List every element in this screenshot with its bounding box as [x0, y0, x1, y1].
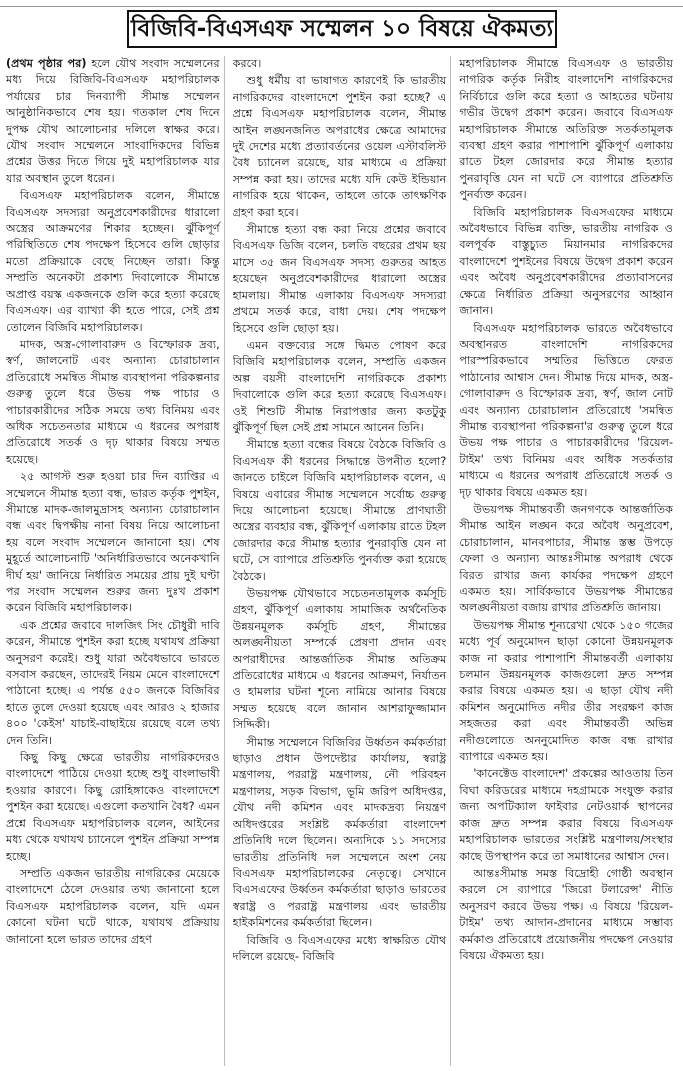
top-rule — [0, 0, 683, 7]
paragraph: সীমান্তে হত্যা বন্ধের বিষয়ে বৈঠকে বিজিবি ও বিএসএফ কী ধরনের সিদ্ধান্তে উপনীত হলো? জানতে চাইলে বিজিবি মহাপরিচালক বলেন, এ বিষয়ে এবারের সীমান্ত সম্মেলনে সর্বোচ্চ গুরুত্ব দিয়ে আলোচনা হয়েছে। সীমান্তে প্রাণঘাতী অস্ত্রের ব্যবহার বন্ধ, ঝুঁকিপূর্ণ এলাকায় রাতে টহল জোরদার করে সীমান্ত হত্যার পুনরাবৃত্তি যেন না ঘটে, সে ব্যাপারে প্রতিশ্রুতি পুনর্ব্যক্ত করা হয়েছে বৈঠকে। — [232, 438, 447, 583]
paragraph: কিছু কিছু ক্ষেত্রে ভারতীয় নাগরিকদেরও বাংলাদেশে পাঠিয়ে দেওয়া হচ্ছে শুধু বাংলাভাষী হওয়ার কারণে। কিছু রোহিঙ্গাকেও বাংলাদেশে পুশইন করা হয়েছে। এগুলো কতখানি বৈধ? এমন প্রশ্নে বিএসএফ মহাপরিচালক বলেন, আইনের মধ্য থেকে যথাযথ চ্যানেলে পুশইন প্রক্রিয়া সম্পন্ন হচ্ছে। — [6, 751, 220, 863]
paragraph: উভয়পক্ষ সীমান্তবর্তী জনগণকে আন্তর্জাতিক সীমান্ত আইন লঙ্ঘন করে অবৈধ অনুপ্রবেশ, চোরাচালান, মানবপাচার, সীমান্ত স্তম্ভ উপড়ে ফেলা ও অন্যান্য আন্তঃসীমান্ত অপরাধ থেকে বিরত রাখার জন্য কার্যকর পদক্ষেপ গ্রহণে একমত হয়। সার্বিকভাবে উভয়পক্ষ সীমান্তের অলঙ্ঘনীয়তা বজায় রাখার প্রতিশ্রুতি জানায়। — [459, 502, 674, 615]
article-headline: বিজিবি-বিএসএফ সম্মেলন ১০ বিষয়ে ঐকমত্য — [130, 15, 554, 42]
paragraph: উভয়পক্ষ যৌথভাবে সচেতনতামূলক কর্মসূচি গ্রহণ, ঝুঁকিপূর্ণ এলাকায় সামাজিক অর্থনৈতিক উন্নয়নমূলক কর্মসূচি গ্রহণ, সীমান্তের অলঙ্ঘনীয়তা সম্পর্কে প্রেষণা প্রদান এবং অপরাধীদের আন্তর্জাতিক সীমান্ত অতিক্রম প্রতিরোধের মাধ্যমে এ ধরনের আক্রমণ, নির্যাতন ও হামলার ঘটনা শূন্যে নামিয়ে আনার বিষয়ে সম্মত হয়েছে বলে জানান আশরাফুজ্জামান সিদ্দিকী। — [232, 587, 447, 732]
paragraph: বিএসএফ মহাপরিচালক বলেন, সীমান্তে বিএসএফ সদস্যরা অনুপ্রবেশকারীদের ধারালো অস্ত্রের আক্রমণের শিকার হচ্ছেন। ঝুঁকিপূর্ণ পরিস্থিতিতে শেষ পদক্ষেপ হিসেবে গুলি ছোড়ার মতো প্রক্রিয়াকে বেছে নিচ্ছেন তারা। কিন্তু সম্প্রতি অনেকটা প্রকাশ্য দিবালোকে সীমান্তে অপ্রাপ্ত বয়স্ক একজনকে গুলি করে হত্যা করেছে বিএসএফ। এর ব্যাখ্যা কী হতে পারে, সেই প্রশ্ন তোলেন বিজিবি মহাপরিচালক। — [6, 189, 220, 334]
paragraph: এক প্রশ্নের জবাবে দালজিৎ সিং চৌধুরী দাবি করেন, সীমান্তে পুশইন করা হচ্ছে যথাযথ প্রক্রিয়া অনুসরণ করেই। শুধু যারা অবৈধভাবে ভারতে বসবাস করছেন, তাদেরই নিয়ম মেনে বাংলাদেশে পাঠানো হচ্ছে। এ পর্যন্ত ৫৫০ জনকে বিজিবির হাতে তুলে দেওয়া হয়েছে এবং আরও ২ হাজার ৪০০ 'কেইস' যাচাই-বাছাইয়ে রয়েছে বলে তথ্য দেন তিনি। — [6, 618, 220, 747]
continuation-lead: (প্রথম পৃষ্ঠার পর) — [6, 57, 87, 70]
paragraph: মাদক, অস্ত্র-গোলাবারুদ ও বিস্ফোরক দ্রব্য, স্বর্ণ, জালনোট এবং অন্যান্য চোরাচালান প্রতিরোধে সমন্বিত সীমান্ত ব্যবস্থাপনা পরিকল্পনার গুরুত্ব তুলে ধরে উভয় পক্ষ পাচার ও পাচারকারীদের সঠিক সময়ে তথ্য বিনিময় এবং অধিক সচেতনতার মাধ্যমে এ ধরনের অপরাধ প্রতিরোধে সতর্ক ও দৃঢ় থাকার বিষয়ে সম্মত হয়েছে। — [6, 337, 220, 466]
paragraph: 'কানেক্টেড বাংলাদেশ' প্রকল্পের আওতায় তিন বিঘা করিডরের মাধ্যমে দহগ্রামকে সংযুক্ত করার জন্য অপটিক্যাল ফাইবার নেটওয়ার্ক স্থাপনের কাজ দ্রুত সম্পন্ন করার বিষয়ে বিএসএফ মহাপরিচালক ভারতের সংশ্লিষ্ট মন্ত্রণালয়/সংস্থার কাছে উপস্থাপন করে তা সমাধানের আশ্বাস দেন। — [459, 767, 674, 863]
paragraph: আন্তঃসীমান্ত সমস্ত বিদ্রোহী গোষ্ঠী অবস্থান করলে সে ব্যাপারে 'জিরো টলারেন্স' নীতি অনুসরণ করবে উভয় পক্ষ। এ বিষয়ে 'রিয়েল-টাইম' তথ্য আদান-প্রদানের মাধ্যমে সম্ভাব্য কর্মকাণ্ড প্রতিরোধে প্রয়োজনীয় পদক্ষেপ নেওয়ার বিষয়ে ঐকমত্য হয়। — [459, 866, 674, 962]
column-1 — [6, 56, 225, 1066]
paragraph-text: হলে যৌথ সংবাদ সম্মেলনের মধ্য দিয়ে বিজিবি-বিএসএফ মহাপরিচালক পর্যায়ের চার দিনব্যাপী সীমান্ত সম্মেলন আনুষ্ঠানিকভাবে শেষ হয়। গতকাল শেষ দিনে দুপক্ষ যৌথ আলোচনার দলিলে স্বাক্ষর করে। যৌথ সংবাদ সম্মেলনে সাংবাদিকদের বিভিন্ন প্রশ্নের উত্তর দিতে গিয়ে দুই মহাপরিচালক যার যার অবস্থান তুলে ধরেন। — [6, 57, 220, 185]
paragraph: বিজিবি ও বিএসএফের মধ্যে স্বাক্ষরিত যৌথ দলিলে রয়েছে- বিজিবি — [232, 933, 447, 963]
paragraph: শুধু ধর্মীয় বা ভাষাগত কারণেই কি ভারতীয় নাগরিকদের বাংলাদেশে পুশইন করা হচ্ছে? এ প্রশ্নে বিএসএফ মহাপরিচালক বলেন, সীমান্ত আইন লঙ্ঘনজনিত অপরাধের ক্ষেত্রে আমাদের দুই দেশের মধ্যে প্রত্যাবর্তনের ওয়েল এস্টাবলিস্ট বৈধ চ্যানেল রয়েছে, যার মাধ্যমে এ প্রক্রিয়া সম্পন্ন করা হয়। তাদের মধ্যে যদি কেউ ইন্ডিয়ান নাগরিক হয়ে থাকেন, তাহলে তাকে তাৎক্ষণিক গ্রহণ করা হবে। — [232, 74, 447, 219]
paragraph: বিএসএফ মহাপরিচালক ভারতে অবৈধভাবে অবস্থানরত বাংলাদেশি নাগরিকদের পারস্পরিকভাবে সম্মতির ভিত্তিতে ফেরত পাঠানোর আশ্বাস দেন। সীমান্ত দিয়ে মাদক, অস্ত্র-গোলাবারুদ ও বিস্ফোরক দ্রব্য, স্বর্ণ, জাল নোট এবং অন্যান্য চোরাচালান প্রতিরোধে 'সমন্বিত সীমান্ত ব্যবস্থাপনা পরিকল্পনা'র গুরুত্ব তুলে ধরে উভয় পক্ষ পাচার ও পাচারকারীদের 'রিয়েল-টাইম' তথ্য বিনিময় এবং অধিক সতর্কতার মাধ্যমে এ ধরনের অপরাধ প্রতিরোধে সতর্ক ও দৃঢ় থাকার বিষয়ে একমত হয়। — [459, 321, 674, 499]
paragraph: উভয়পক্ষ সীমান্ত শূন্যরেখা থেকে ১৫০ গজের মধ্যে পূর্ব অনুমোদন ছাড়া কোনো উন্নয়নমূলক কাজ না করার পাশাপাশি সীমান্তবর্তী এলাকায় চলমান উন্নয়নমূলক কাজগুলো দ্রুত সম্পন্ন করার বিষয়ে একমত হয়। এ ছাড়া যৌথ নদী কমিশন অনুমোদিত নদীর তীর সংরক্ষণ কাজ সহজতর করা এবং সীমান্তবর্তী অভিন্ন নদীগুলোতে অননুমোদিত কাজ বন্ধ রাখার ব্যাপারে একমত হয়। — [459, 618, 674, 764]
paragraph: এমন বক্তব্যের সঙ্গে দ্বিমত পোষণ করে বিজিবি মহাপরিচালক বলেন, সম্প্রতি একজন অল্প বয়সী বাংলাদেশি নাগরিককে প্রকাশ্য দিবালোকে গুলি করে হত্যা করেছে বিএসএফ। ওই শিশুটি সীমান্ত নিরাপত্তার জন্য কতটুকু ঝুঁকিপূর্ণ ছিল সেই প্রশ্ন সামনে আনেন তিনি। — [232, 338, 447, 434]
headline-box — [127, 10, 557, 48]
paragraph: সীমান্তে হত্যা বন্ধ করা নিয়ে প্রশ্নের জবাবে বিএসএফ ডিজি বলেন, চলতি বছরের প্রথম ছয় মাসে ৩৫ জন বিএসএফ সদস্য গুরুতর আহত হয়েছেন অনুপ্রবেশকারীদের ধারালো অস্ত্রের হামলায়। সীমান্ত এলাকায় বিএসএফ সদস্যরা প্রথমে সতর্ক করে, বাধা দেয়। শেষ পদক্ষেপ হিসেবে গুলি ছোড়া হয়। — [232, 223, 447, 335]
paragraph: করবে। — [232, 57, 262, 70]
paragraph — [6, 56, 220, 187]
column-3 — [459, 56, 677, 1066]
column-2 — [233, 56, 452, 1066]
paragraph: মহাপরিচালক সীমান্তে বিএসএফ ও ভারতীয় নাগরিক কর্তৃক নিরীহ বাংলাদেশি নাগরিকদের নির্বিচারে গুলি করে হত্যা ও আহতের ঘটনায় গভীর উদ্বেগ প্রকাশ করেন। জবাবে বিএসএফ মহাপরিচালক সীমান্তে অতিরিক্ত সতর্কতামূলক ব্যবস্থা গ্রহণ করার পাশাপাশি ঝুঁকিপূর্ণ এলাকায় রাতে টহল জোরদার করে সীমান্ত হত্যার পুনরাবৃত্তি যেন না ঘটে সে ব্যাপারে প্রতিশ্রুতি পুনর্ব্যক্ত করেন। — [459, 57, 674, 202]
paragraph: ২৫ আগস্ট শুরু হওয়া চার দিন ব্যাপ্তির এ সম্মেলনে সীমান্ত হত্যা বন্ধ, ভারত কর্তৃক পুশইন, সীমান্তে মাদক-জালমুদ্রাসহ অন্যান্য চোরাচালান বন্ধ এবং দ্বিপক্ষীয় নানা বিষয় নিয়ে আলোচনা হয় বলে সংবাদ সম্মেলনে জানানো হয়। শেষ মুহূর্তে আলোচনাটি 'অনির্ধারিতভাবে অনেকখানি দীর্ঘ হয়' জানিয়ে নির্ধারিত সময়ের প্রায় দুই ঘণ্টা পর সংবাদ সম্মেলন শুরুর জন্য দুঃখ প্রকাশ করেন বিজিবি মহাপরিচালক। — [6, 470, 220, 615]
paragraph: সম্প্রতি একজন ভারতীয় নাগরিকের মেয়েকে বাংলাদেশে ঠেলে দেওয়ার তথ্য জানানো হলে বিএসএফ মহাপরিচালক বলেন, যদি এমন কোনো ঘটনা ঘটে থাকে, যথাযথ প্রক্রিয়ায় জানানো হলে ভারত তাদের গ্রহণ — [6, 866, 220, 946]
paragraph: সীমান্ত সম্মেলনে বিজিবির উর্ধ্বতন কর্মকর্তারা ছাড়াও প্রধান উপদেষ্টার কার্যালয়, স্বরাষ্ট্র মন্ত্রণালয়, পররাষ্ট্র মন্ত্রণালয়, নৌ পরিবহন মন্ত্রণালয়, সড়ক বিভাগ, ভূমি জরিপ অধিদপ্তর, যৌথ নদী কমিশন এবং মাদকদ্রব্য নিয়ন্ত্রণ অধিদপ্তরের সংশ্লিষ্ট কর্মকর্তারা বাংলাদেশ প্রতিনিধি দলে ছিলেন। অন্যদিকে ১১ সদস্যের ভারতীয় প্রতিনিধি দল সম্মেলনে অংশ নেয় বিএসএফ মহাপরিচালকের নেতৃত্বে। সেখানে বিএসএফের উর্ধ্বতন কর্মকর্তারা ছাড়াও ভারতের স্বরাষ্ট্র ও পররাষ্ট্র মন্ত্রণালয় এবং ভারতীয় হাইকমিশনের কর্মকর্তারা ছিলেন। — [232, 735, 447, 930]
paragraph: বিজিবি মহাপরিচালক বিএসএফের মাধ্যমে অবৈধভাবে বিভিন্ন ব্যক্তি, ভারতীয় নাগরিক ও বলপূর্বক বাস্তুচ্যুত মিয়ানমার নাগরিকদের বাংলাদেশে পুশইনের বিষয়ে উদ্বেগ প্রকাশ করেন এবং অবৈধ অনুপ্রবেশকারীদের প্রত্যাবাসনের ক্ষেত্রে নির্ধারিত প্রক্রিয়া অনুসরণের আহ্বান জানান। — [459, 205, 674, 318]
article-body — [6, 56, 677, 1066]
